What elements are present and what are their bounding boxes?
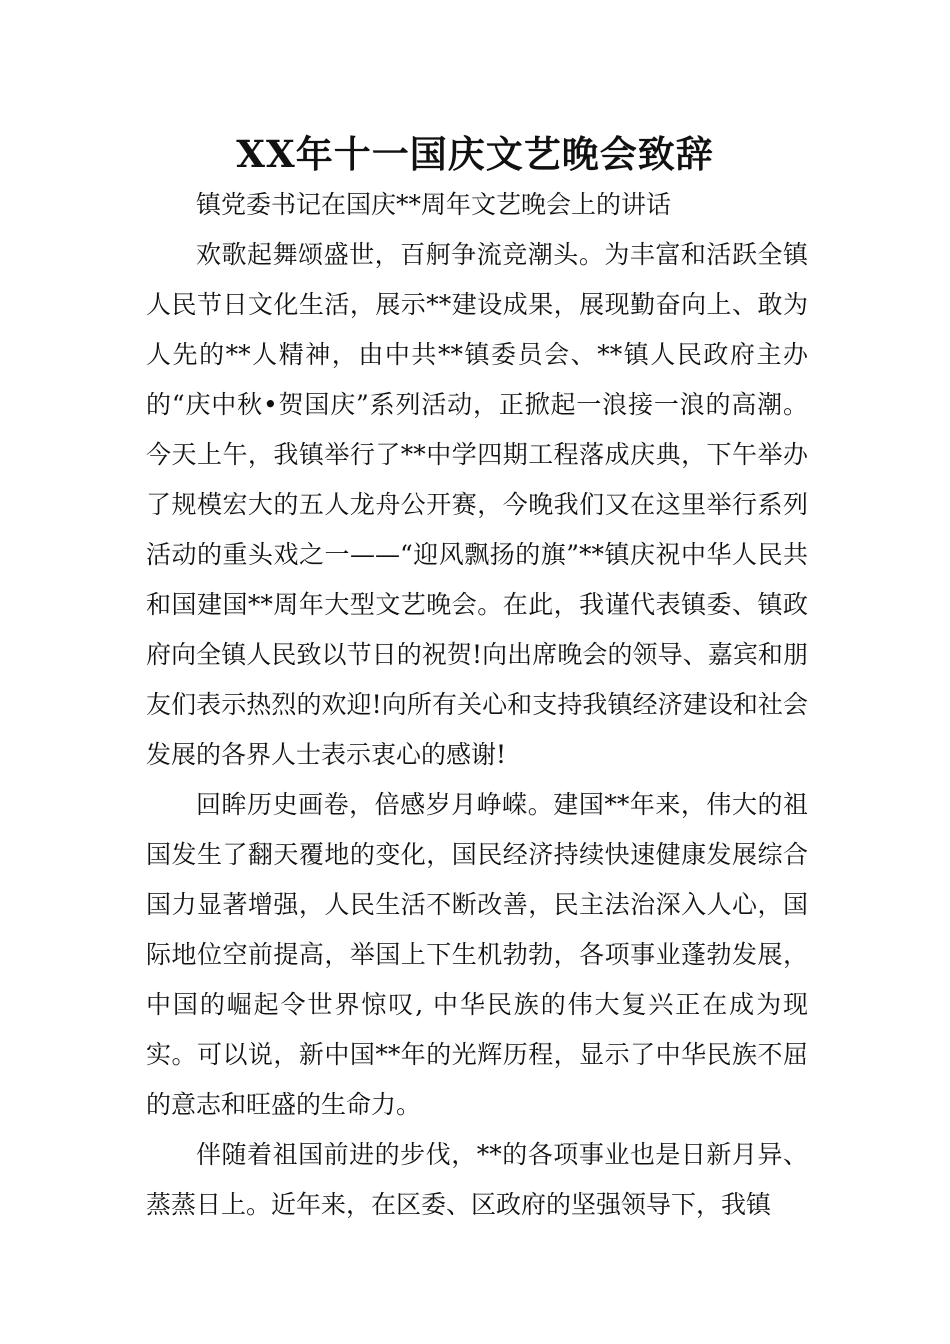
body-paragraph: 伴随着祖国前进的步伐，**的各项事业也是日新月异、蒸蒸日上。近年来，在区委、区政府的坚强领导下，我镇 [146, 1140, 808, 1219]
document-body [146, 180, 808, 1230]
body-paragraph: 欢歌起舞颂盛世，百舸争流竞潮头。为丰富和活跃全镇人民节日文化生活，展示**建设成果，展现勤奋向上、敢为人先的**人精神，由中共**镇委员会、**镇人民政府主办的“庆中秋•贺国庆”系列活动，正掀起一浪接一浪的高潮。今天上午，我镇举行了**中学四期工程落成庆典，下午举办了规模宏大的五人龙舟公开赛，今晚我们又在这里举行系列活动的重头戏之一——“迎风飘扬的旗”**镇庆祝中华人民共和国建国**周年大型文艺晚会。在此，我谨代表镇委、镇政府向全镇人民致以节日的祝贺!向出席晚会的领导、嘉宾和朋友们表示热烈的欢迎!向所有关心和支持我镇经济建设和社会发展的各界人士表示衷心的感谢! [146, 240, 808, 769]
body-paragraph: 回眸历史画卷，倍感岁月峥嵘。建国**年来，伟大的祖国发生了翻天覆地的变化，国民经济持续快速健康发展综合国力显著增强，人民生活不断改善，民主法治深入人心，国际地位空前提高，举国上下生机勃勃，各项事业蓬勃发展，中国的崛起令世界惊叹, 中华民族的伟大复兴正在成为现实。可以说，新中国**年的光辉历程，显示了中华民族不屈的意志和旺盛的生命力。 [146, 790, 808, 1119]
document-title: XX年十一国庆文艺晚会致辞 [236, 132, 714, 176]
document-subtitle: 镇党委书记在国庆**周年文艺晚会上的讲话 [196, 190, 672, 219]
